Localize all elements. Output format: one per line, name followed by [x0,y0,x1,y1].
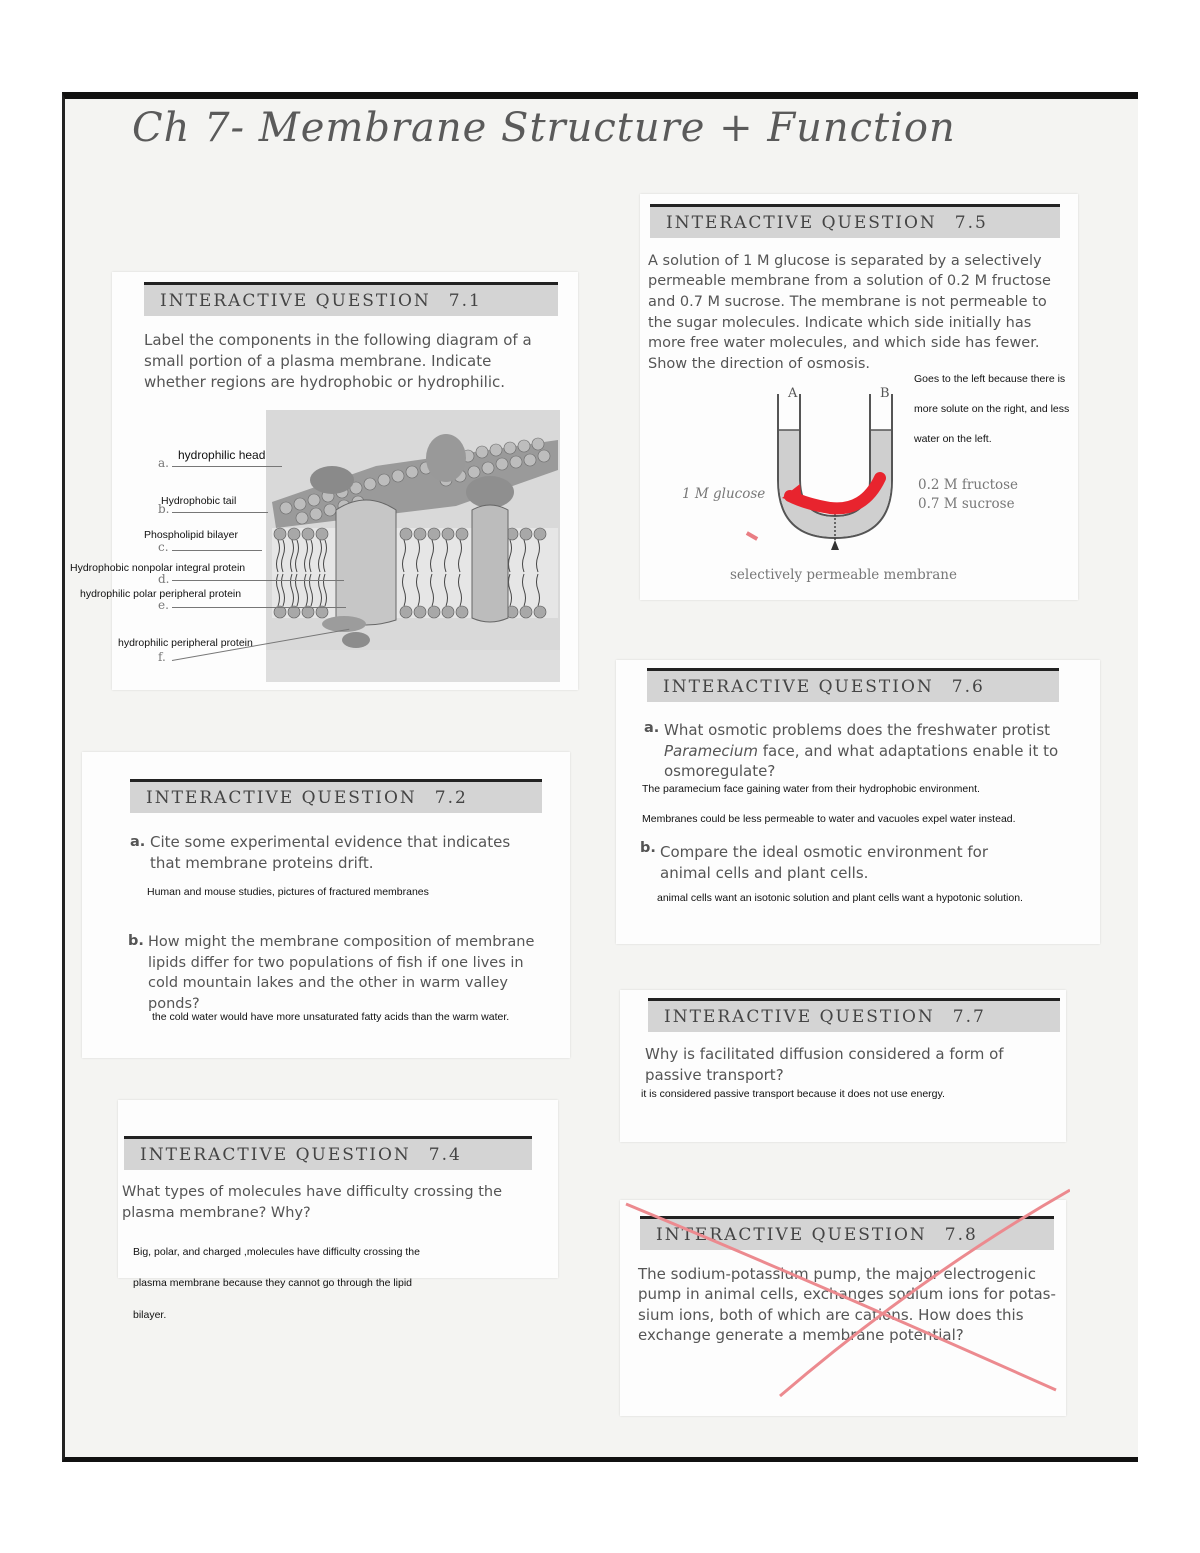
q72-b-prompt: How might the membrane composition of membrane lipids differ for two populations of fish if one lives in cold mountain lakes and the other in warm valley ponds? [148,934,535,1012]
q75-answer-line-1: Goes to the left because there is [914,373,1066,385]
label-e-answer: hydrophilic polar peripheral protein [80,588,242,600]
letter-b: b. [158,502,170,516]
left-solution-label: 1 M glucose [682,486,766,502]
question-number: 7.8 [944,1225,978,1245]
heading-text: INTERACTIVE QUESTION [160,291,431,311]
question-7-1-heading [144,282,558,316]
q77-answer: it is considered passive transport because it does not use energy. [641,1088,945,1100]
cross-stroke-1 [626,1204,1056,1390]
membrane-diagram [266,410,560,682]
label-c-answer: Phospholipid bilayer [144,529,238,541]
q76-a-prompt-line-1: What osmotic problems does the freshwater protist [664,721,1051,739]
heading-text: INTERACTIVE QUESTION [656,1225,927,1245]
q76-b-letter: b. [640,840,656,856]
right-solution-label-2: 0.7 M sucrose [918,496,1015,512]
q75-answer-line-3: water on the left. [914,433,992,445]
q78-prompt-line-2: pump in animal cells, exchanges sodium ions for potas- [638,1285,1056,1303]
q74-answer-line-2: plasma membrane because they cannot go through the lipid [133,1277,413,1289]
paramecium-italic: Paramecium [664,742,758,760]
right-solution-label-1: 0.2 M fructose [918,477,1019,493]
heading-text: INTERACTIVE QUESTION [664,1007,935,1027]
question-7-1-prompt: Label the components in the following diagram of a small portion of a plasma membrane. Indicate whether regions are hydrophobic or hydrophilic. [144,331,532,391]
q75-answer-line-2: more solute on the right, and less [914,403,1070,415]
heading-text: INTERACTIVE QUESTION [663,677,934,697]
letter-d: d. [158,572,170,586]
q74-answer-line-1: Big, polar, and charged ,molecules have difficulty crossing the [133,1246,420,1258]
letter-a: a. [158,456,169,470]
q78-prompt-line-3: sium ions, both of which are cations. How does this [638,1306,1024,1324]
label-f-answer: hydrophilic peripheral protein [118,637,253,649]
q75-prompt-line-4: the sugar molecules. Indicate which side initially has [648,315,1032,331]
label-line-b [172,512,268,513]
heading-text: INTERACTIVE QUESTION [140,1145,411,1165]
q76-a-answer-line-1: The paramecium face gaining water from their hydrophobic environment. [642,783,980,795]
side-b-label: B [880,386,890,401]
handwritten-title: Ch 7- Membrane Structure + Function [132,105,956,151]
label-line-a [172,466,282,467]
label-a-answer: hydrophilic head [178,448,266,462]
q72-b-answer: the cold water would have more unsaturated fatty acids than the warm water. [152,1011,510,1023]
label-b-answer: Hydrophobic tail [161,495,237,507]
q75-prompt-line-1: A solution of 1 M glucose is separated by a selectively [648,253,1042,269]
question-number: 7.1 [448,291,482,311]
u-tube-diagram [760,380,910,550]
q75-prompt-line-3: and 0.7 M sucrose. The membrane is not permeable to [648,294,1047,310]
q77-prompt: Why is facilitated diffusion considered a form of passive transport? [645,1045,1004,1084]
question-number: 7.4 [428,1145,462,1165]
label-line-e [172,607,346,608]
membrane-label: selectively permeable membrane [730,567,957,583]
letter-c: c. [158,540,169,554]
q75-prompt-line-6: Show the direction of osmosis. [648,356,871,372]
q74-answer-line-3: bilayer. [133,1309,167,1321]
q76-b-answer: animal cells want an isotonic solution and plant cells want a hypotonic solution. [657,892,1023,904]
label-line-d [172,580,344,581]
side-a-label: A [788,386,798,401]
q72-a-letter: a. [130,834,146,850]
q76-a-answer-line-2: Membranes could be less permeable to water and vacuoles expel water instead. [642,813,1016,825]
q75-prompt-line-2: permeable membrane from a solution of 0.2 M fructose [648,273,1051,289]
question-7-2-heading [130,779,542,813]
question-7-7-heading [648,998,1060,1032]
heading-text: INTERACTIVE QUESTION [666,213,937,233]
question-7-4-heading [124,1136,532,1170]
question-number: 7.6 [951,677,985,697]
q76-a-prompt-line-3: osmoregulate? [664,762,776,780]
prompt-continuation: face, and what adaptations enable it to [757,742,1059,760]
question-7-5-heading [650,204,1060,238]
q78-prompt-line-1: The sodium-potassium pump, the major electrogenic [638,1265,1036,1283]
question-number: 7.7 [952,1007,986,1027]
cross-out-mark [620,1186,1070,1402]
label-line-c [172,550,262,551]
osmosis-arrow-stroke [790,478,880,508]
letter-e: e. [158,598,169,612]
q72-a-answer: Human and mouse studies, pictures of fractured membranes [147,886,429,898]
cross-stroke-2 [780,1190,1070,1396]
q76-a-prompt-line-2 [664,741,1058,762]
q72-b-letter: b. [128,933,144,949]
q76-b-prompt: Compare the ideal osmotic environment for animal cells and plant cells. [660,843,989,882]
letter-f: f. [158,650,166,664]
question-7-6-heading [647,668,1059,702]
question-number: 7.2 [434,788,468,808]
q74-prompt: What types of molecules have difficulty crossing the plasma membrane? Why? [122,1184,502,1221]
heading-text: INTERACTIVE QUESTION [146,788,417,808]
question-number: 7.5 [954,213,988,233]
q76-a-letter: a. [644,720,660,736]
q75-prompt-line-5: more free water molecules, and which side has fewer. [648,335,1040,351]
label-d-answer: Hydrophobic nonpolar integral protein [70,562,246,574]
q72-a-prompt: Cite some experimental evidence that indicates that membrane proteins drift. [150,833,511,872]
q78-prompt-line-4: exchange generate a membrane potential? [638,1326,964,1344]
